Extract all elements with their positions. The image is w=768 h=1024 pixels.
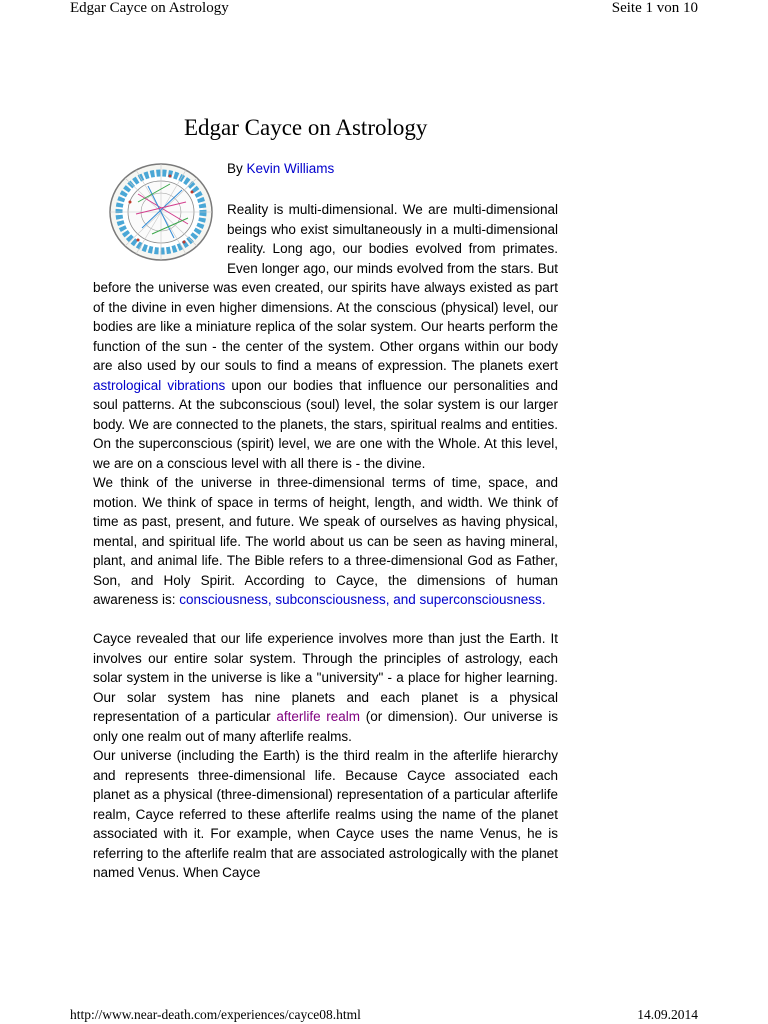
link-period[interactable]: . bbox=[541, 592, 546, 607]
afterlife-realm-link[interactable]: afterlife realm bbox=[276, 709, 361, 724]
footer-date: 14.09.2014 bbox=[637, 1007, 698, 1022]
link-separator[interactable]: , bbox=[267, 592, 276, 607]
consciousness-link[interactable]: consciousness bbox=[179, 592, 268, 607]
paragraph-text: (or dimension). Our universe is only one realm out of many afterlife realms. bbox=[93, 709, 558, 744]
paragraph-2 bbox=[93, 473, 558, 610]
paragraph-text: We think of the universe in three-dimensional terms of time, space, and motion. We think of space in terms of height, length, and width. We think of time as past, present, and future. We speak of ourselves as having physical, mental, and spiritual life. The world about us can be seen as having mineral, plant, and animal life. The Bible refers to a three-dimensional God as Father, Son, and Holy Spirit. According to Cayce, the dimensions of human awareness is: bbox=[93, 475, 558, 607]
article-body bbox=[93, 200, 558, 883]
subconsciousness-link[interactable]: subconsciousness bbox=[275, 592, 386, 607]
superconsciousness-link[interactable]: and superconsciousness bbox=[393, 592, 542, 607]
paragraph-text: upon our bodies that influence our personalities and soul patterns. At the subconscious (soul) level, the solar system is our larger body. We are connected to the planets, the stars, spiritual realms and entities. On the superconscious (spirit) level, we are one with the Whole. At this level, we are on a conscious level with all there is - the divine. bbox=[93, 377, 559, 471]
paragraph-3 bbox=[93, 629, 558, 746]
author-link[interactable]: Kevin Williams bbox=[246, 161, 335, 176]
byline bbox=[227, 159, 334, 178]
running-header-title: Edgar Cayce on Astrology bbox=[70, 0, 229, 16]
paragraph-text: Cayce revealed that our life experience involves more than just the Earth. It involves our entire solar system. Through the principles of astrology, each solar system in the universe is like a "university" - a place for higher learning. Our solar system has nine planets and each planet is a physical representation of a particular bbox=[93, 631, 558, 724]
paragraph-4 bbox=[93, 746, 558, 883]
astrological-vibrations-link[interactable]: astrological vibrations bbox=[93, 377, 226, 393]
page-indicator: Seite 1 von 10 bbox=[611, 0, 698, 16]
footer-url: http://www.near-death.com/experiences/cayce08.html bbox=[70, 1007, 361, 1022]
paragraph-text: Reality is multi-dimensional. We are multi-dimensional beings who exist simultaneously in a multi-dimensional reality. Long ago, our bodies evolved from primates. Even longer ago, our minds evolved from the stars. But before the universe was even created, our spirits have always existed as part of the divine in even higher dimensions. At the conscious (physical) level, our bodies are like a miniature replica of the solar system. Our hearts perform the function of the sun - the center of the system. Other organs within our body are also used by our souls to find a means of expression. The planets exert bbox=[93, 202, 558, 373]
byline-prefix: By bbox=[227, 161, 247, 176]
link-separator[interactable]: , bbox=[385, 592, 394, 607]
page-title: Edgar Cayce on Astrology bbox=[184, 115, 428, 140]
paragraph-text: Our universe (including the Earth) is the third realm in the afterlife hierarchy and represents three-dimensional life. Because Cayce associated each planet as a physical (three-dimensional) representation of a particular afterlife realm, Cayce referred to these afterlife realms using the name of the planet associated with it. For example, when Cayce uses the name Venus, he is referring to the afterlife realm that are associated astrologically with the planet named Venus. When Cayce bbox=[93, 748, 558, 880]
image-wrap-spacer bbox=[93, 200, 227, 276]
paragraph-gap bbox=[93, 610, 558, 630]
